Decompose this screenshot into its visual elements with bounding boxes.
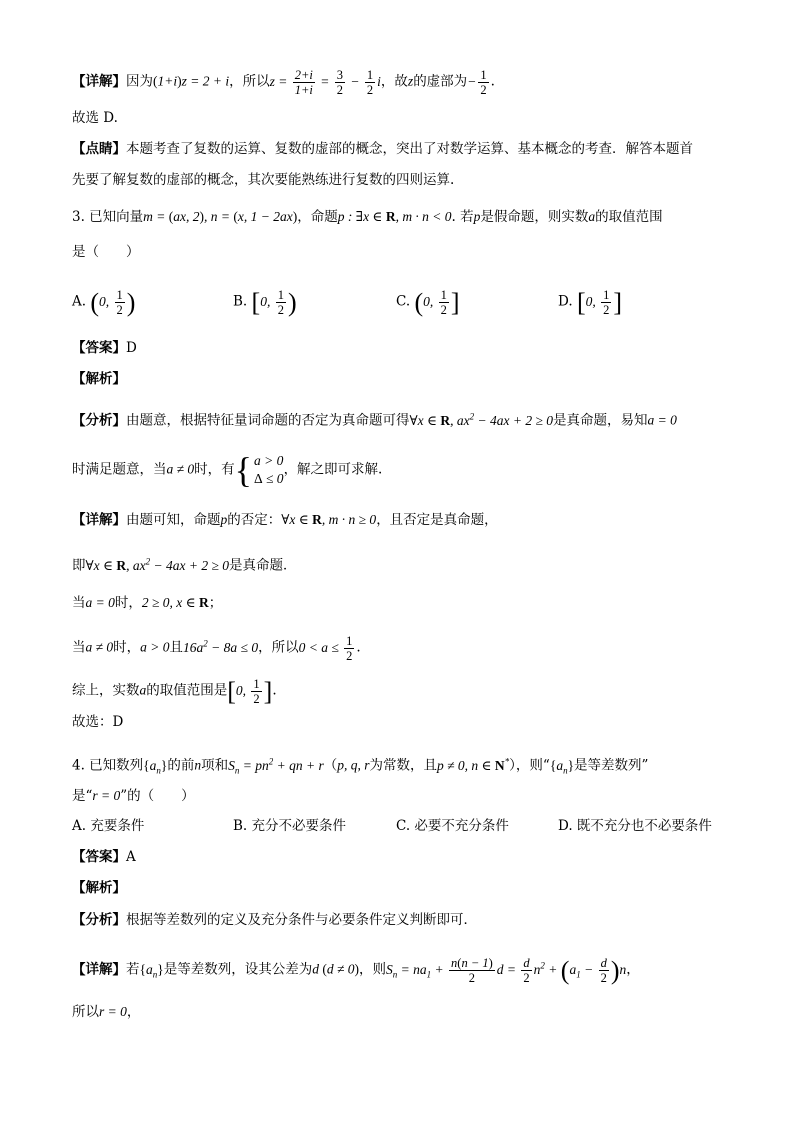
answer-value: D (126, 340, 137, 356)
q4-answer (72, 847, 734, 867)
formula: $\{a_n\}$ (139, 961, 164, 980)
text: ， (126, 1004, 141, 1020)
formula: [0, $\frac{1}{2}$ ) (251, 287, 297, 317)
formula: m = (ax, 2), n = (x, 1 − 2ax) (143, 209, 298, 224)
text: 是真命题． (229, 557, 297, 574)
prev-choose: 故选 D. (72, 110, 118, 126)
text: 的虚部为 (413, 73, 468, 90)
formula: ∀x ∈ R, m · n ≥ 0 (281, 512, 377, 527)
text: ），则“ (509, 757, 550, 774)
text: 的否定： (227, 512, 282, 528)
formula: p (220, 512, 228, 527)
detail-tag: 【 详解 】 (72, 962, 126, 978)
text: ”的（ ） (120, 788, 195, 804)
q3-detail-line-5 (72, 677, 734, 706)
formula: ∀x ∈ R, $ax^2 - 4ax + 2 \ge 0$ (85, 556, 230, 573)
option-label: B. (233, 293, 248, 310)
formula: d (d ≠ 0) (312, 961, 360, 977)
formula: ∀x ∈ R, $ax^2 - 4ax + 2 \ge 0$ (409, 411, 554, 428)
text: 是“ (72, 788, 93, 804)
q3-detail-line-2 (72, 551, 734, 576)
text: （ (323, 757, 338, 774)
formula: (1+i)z = 2 + i (153, 73, 230, 89)
prev-detail-line (72, 68, 734, 97)
text: ，且否定是真命题， (376, 512, 498, 528)
text: 即 (72, 557, 86, 574)
analysis-tag: 【 解析 】 (72, 371, 126, 387)
text: . (490, 73, 495, 90)
detail-tag: 【 详解 】 (72, 74, 126, 90)
formula: [0, $\frac{1}{2}$ ] (227, 676, 273, 706)
text: 且 (169, 639, 184, 656)
text: 当 (72, 639, 86, 656)
formula: a > 0 (140, 639, 170, 655)
formula: p, q, r (337, 757, 370, 773)
text: 是等差数列” (574, 757, 649, 774)
text: 本题考查了复数的运算、复数的虚部的概念，突出了对数学运算、基本概念的考查．解答本题首 (126, 141, 693, 157)
q3-answer (72, 338, 734, 358)
analysis-tag: 【 解析 】 (72, 880, 126, 896)
text: 项和 (201, 757, 229, 774)
text: . 若 (451, 209, 474, 225)
formula: (0, $\frac{1}{2}$ ] (414, 287, 460, 317)
q3-detail-line-4 (72, 633, 734, 663)
text: 所以 (72, 1004, 99, 1020)
formula: p : ∃x ∈ R, m · n < 0 (337, 209, 452, 224)
formula: (0, $\frac{1}{2}$ ) (90, 287, 136, 317)
formula: [0, $\frac{1}{2}$ ] (576, 287, 623, 317)
method-tag: 【 分析 】 (72, 413, 126, 429)
q4-option-c[interactable]: C. 必要不充分条件 (396, 818, 509, 834)
text: 的取值范围是 (146, 682, 228, 699)
text: ； (208, 595, 223, 611)
formula: p ≠ 0, n ∈ N* (437, 756, 510, 773)
q3-option-b[interactable] (233, 288, 297, 317)
formula: $16a^2 - 8a \le 0$ (183, 638, 259, 655)
text: 时， (114, 595, 142, 611)
detail-tag: 【 详解 】 (72, 512, 126, 528)
formula: p (473, 209, 481, 224)
q3-method-line-2 (72, 452, 734, 488)
text: ，所以 (258, 639, 299, 656)
text: 根据等差数列的定义及充分条件与必要条件定义判断即可． (126, 912, 477, 928)
text: ， (626, 961, 640, 978)
q3-option-d[interactable] (558, 288, 622, 317)
text: . (272, 682, 277, 699)
formula: a ≠ 0 (85, 639, 114, 655)
text: 由题意，根据特征量词命题的否定为真命题可得 (126, 412, 410, 429)
formula: z (407, 73, 414, 89)
text: 为常数，且 (369, 757, 438, 774)
q4-option-b[interactable]: B. 充分不必要条件 (233, 818, 347, 834)
q3-analysis-heading (72, 369, 734, 389)
comment-tag: 【 点睛 】 (72, 141, 126, 157)
formula: $S_n = na_1$ + $\frac{n(n - 1)}{2}$ d = $\frac{d}{2}$ $n^2 + (a_1$ − $\frac{d}{2}$ )n (386, 955, 627, 985)
text: ，故 (380, 73, 408, 90)
formula: 2 ≥ 0, x ∈ R (141, 595, 209, 610)
option-label: D. (558, 293, 573, 310)
formula: 0 < a ≤ $\frac{1}{2}$ (298, 633, 353, 663)
q4-option-a[interactable]: A. 充要条件 (72, 818, 145, 834)
formula: $\{a_n\}$ (143, 757, 168, 776)
inequality-system: { a > 0 Δ ≤ 0 (234, 450, 284, 490)
formula: z = $\frac{2+i}{1+i}$ = $\frac{3}{2}$ − $\frac{1}{2}$ i (269, 68, 381, 97)
text: ，所以 (229, 73, 270, 90)
formula: r = 0 (92, 788, 121, 803)
formula: $\{a_n\}$ (549, 757, 575, 776)
text: 4. 已知数列 (72, 757, 144, 774)
text: 的前 (167, 757, 195, 774)
text: . (356, 639, 361, 656)
q3-stem-line-1 (72, 207, 734, 227)
option-label: A. (72, 293, 87, 310)
comment-line-1 (72, 139, 734, 159)
text: 时，有 (194, 461, 235, 478)
formula: − $\frac{1}{2}$ (467, 68, 487, 97)
q3-detail-line-3 (72, 593, 734, 613)
q4-detail-line-2 (72, 1002, 734, 1022)
formula: r = 0 (99, 1004, 127, 1019)
q3-option-a[interactable] (72, 288, 135, 317)
text: ，命题 (297, 209, 338, 225)
q3-detail-line-1 (72, 510, 734, 530)
text: 若 (126, 961, 140, 978)
text: 时满足题意，当 (72, 461, 167, 478)
answer-value: A (126, 849, 136, 865)
text: 因为 (126, 73, 153, 90)
q4-analysis-heading (72, 878, 734, 898)
q3-method-line-1 (72, 406, 734, 431)
text: ，解之即可求解. (283, 461, 383, 478)
text: 时， (113, 639, 141, 656)
text: ，则 (359, 961, 387, 978)
q4-option-d[interactable]: D. 既不充分也不必要条件 (558, 818, 712, 834)
q4-method-line (72, 910, 734, 930)
q4-stem-line-2 (72, 786, 734, 806)
q3-option-c[interactable] (396, 288, 460, 317)
answer-tag: 【 答案 】 (72, 849, 126, 865)
text: 3. 已知向量 (72, 209, 144, 225)
formula: a = 0 (647, 412, 677, 428)
text: 是假命题，则实数 (480, 209, 589, 225)
text: 由题可知，命题 (126, 512, 221, 528)
answer-tag: 【 答案 】 (72, 340, 126, 356)
formula: a (588, 209, 596, 224)
formula: $S_n = pn^2$ + qn + r (228, 756, 324, 776)
method-tag: 【 分析 】 (72, 912, 126, 928)
formula: n (194, 757, 202, 773)
comment-line-2: 先要了解复数的虚部的概念，其次要能熟练进行复数的四则运算. (72, 172, 455, 188)
text: 是真命题，易知 (553, 412, 648, 429)
formula: a = 0 (85, 595, 115, 610)
text: 是等差数列，设其公差为 (163, 961, 313, 978)
text: 当 (72, 595, 86, 611)
option-label: C. (396, 293, 411, 310)
formula: a (139, 682, 147, 698)
text: 的取值范围 (595, 209, 663, 225)
q3-choose: 故选：D (72, 714, 124, 730)
formula: a ≠ 0 (166, 461, 195, 477)
q4-detail-line-1 (72, 955, 734, 985)
q4-stem-line-1 (72, 751, 734, 780)
q3-stem-line-2: 是（ ） (72, 244, 140, 260)
text: 综上，实数 (72, 682, 140, 699)
